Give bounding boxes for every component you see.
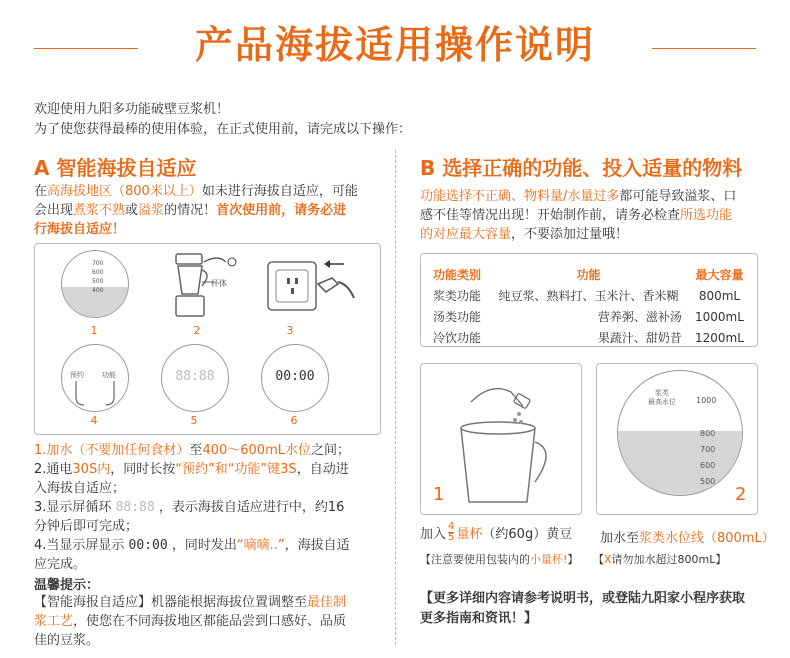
section-a-heading: A 智能海拔自适应 bbox=[34, 156, 197, 180]
steps-illustration-box bbox=[34, 243, 381, 435]
table-cell: 1000mL bbox=[694, 309, 744, 324]
water-level-illustration bbox=[596, 363, 758, 515]
capacity-table-box bbox=[420, 253, 758, 347]
table-header: 功能类别 bbox=[433, 268, 482, 282]
step-number-3: 3 bbox=[286, 324, 294, 337]
image-number-1: 1 bbox=[433, 484, 445, 505]
table-cell: 1200mL bbox=[694, 330, 744, 345]
table-cell: 纯豆浆、熟料打、玉米汁、香米糊 bbox=[498, 289, 679, 303]
caption-add-beans: 加入 4 5 量杯 （约60g）黄豆 bbox=[420, 521, 573, 543]
table-header-row bbox=[427, 264, 751, 285]
note-max-water: 【X请勿加水超过800mL】 bbox=[593, 553, 727, 566]
button-yuyue-label: 预约 bbox=[70, 371, 84, 379]
table-cell: 800mL bbox=[698, 288, 741, 303]
column-divider bbox=[395, 150, 396, 645]
capacity-table bbox=[427, 264, 751, 348]
table-cell: 营养粥、滋补汤 bbox=[597, 310, 682, 324]
water-fill bbox=[618, 431, 742, 495]
gauge-mark-600: 600 bbox=[700, 461, 716, 470]
step-number-1: 1 bbox=[90, 324, 98, 337]
gauge-mark-700: 700 bbox=[700, 445, 716, 454]
intro-line-1: 欢迎使用九阳多功能破壁豆浆机！ bbox=[34, 102, 230, 117]
power-socket-icon bbox=[262, 254, 362, 314]
display-done-circle bbox=[261, 344, 329, 412]
table-row bbox=[427, 306, 751, 327]
display-cycle-digits: 88:88 bbox=[175, 369, 215, 384]
step-number-5: 5 bbox=[190, 414, 198, 427]
caption-add-water: 加水至浆类水位线（800mL） bbox=[600, 531, 775, 546]
fraction: 4 5 bbox=[448, 521, 455, 543]
pour-beans-icon bbox=[431, 372, 571, 508]
gauge-mark-500: 500 bbox=[700, 477, 716, 486]
section-a-desc: 在高海拔地区（800米以上）如未进行海拔自适应，可能 会出现煮浆不熟或溢浆的情况！首次使用前，请务必进 行海拔自适应！ bbox=[34, 184, 358, 237]
table-cell: 冷饮功能 bbox=[433, 331, 482, 345]
table-row bbox=[427, 285, 751, 306]
water-level-gauge bbox=[617, 370, 743, 496]
step-number-2: 2 bbox=[193, 324, 201, 337]
blender-icon bbox=[168, 250, 248, 322]
step-number-4: 4 bbox=[90, 414, 98, 427]
table-header: 功能 bbox=[576, 268, 601, 282]
footer-note: 【更多详细内容请参考说明书，或登陆九阳家小程序获取 更多指南和资讯！】 bbox=[420, 591, 746, 626]
cycle-display-inline-icon: 88:88 bbox=[115, 500, 155, 515]
gauge-top-label: 浆类 最高水位 bbox=[648, 389, 676, 406]
display-cycle-circle bbox=[161, 344, 229, 412]
table-row bbox=[427, 327, 751, 348]
finger-press-icon bbox=[68, 379, 124, 407]
table-header: 最大容量 bbox=[695, 268, 744, 282]
water-level-circle bbox=[61, 250, 129, 318]
page-title: 产品海拔适用操作说明 bbox=[194, 23, 595, 67]
table-cell: 果蔬汁、甜奶昔 bbox=[597, 331, 682, 345]
note-small-cup: 【注意要使用包装内的小量杯!】 bbox=[420, 553, 579, 566]
tips-text: 【智能海报自适应】机器能根据海拔位置调整至最佳制 浆工艺，使您在不同海拔地区都能品尝到口感好、品质 佳的豆浆。 bbox=[34, 595, 347, 648]
button-press-circle bbox=[61, 344, 129, 412]
step-number-6: 6 bbox=[290, 414, 298, 427]
gauge-mark-800: 800 bbox=[700, 429, 716, 438]
level-marks: 700 600 500 400 bbox=[92, 260, 104, 294]
add-beans-illustration bbox=[420, 363, 582, 515]
section-a-steps: 1.加水（不要加任何食材）至400～600mL水位之间； 2.通电30S内，同时长按“预约”和“功能”键3S，自动进 入海拔自适应； 3.显示屏循环 88:88 ，表示海拔自适应进行中，约16 分钟后即可完成； 4.当显示屏显示 00:00 ，同时发出“嘀嘀..”，海拔自适 应完成。 bbox=[34, 443, 350, 572]
gauge-mark-1000: 1000 bbox=[696, 396, 717, 405]
cup-label: 杯体 bbox=[211, 279, 227, 288]
display-done-digits: 00:00 bbox=[275, 369, 315, 384]
intro-line-2: 为了使您获得最棒的使用体验，在正式使用前，请完成以下操作： bbox=[34, 122, 412, 137]
tips-title: 温馨提示： bbox=[34, 578, 100, 593]
button-gongneng-label: 功能 bbox=[102, 371, 116, 379]
section-b-heading: B 选择正确的功能、投入适量的物料 bbox=[420, 156, 743, 180]
image-number-2: 2 bbox=[735, 484, 747, 505]
section-b-desc: 功能选择不正确、物料量/水量过多都可能导致溢浆、口 感不佳等情况出现！开始制作前，请务必检查所选功能 的对应最大容量，不要添加过量哦！ bbox=[420, 189, 737, 242]
table-cell: 汤类功能 bbox=[433, 310, 482, 324]
table-cell: 浆类功能 bbox=[433, 289, 482, 303]
